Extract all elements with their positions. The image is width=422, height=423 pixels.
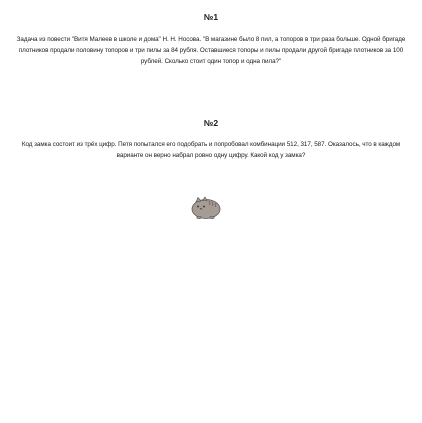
- problem-2-number: №2: [203, 118, 219, 128]
- problem-1-number: №1: [203, 12, 219, 22]
- pusheen-cat-icon: [190, 196, 222, 220]
- cropped-top-text: [0, 0, 422, 1]
- problem-1-text: Задача из повести "Витя Малеев в школе и дома" Н. Н. Носова. "В магазине было 8 пил, а топоров в три раза больше. Одной бригаде плотников продали половину топоров и три пилы за 84 рубля. Оставшиеся топоры и пилы продали другой бригаде плотников за 100 рублей. Сколько стоит один топор и одна пила?": [16, 36, 406, 66]
- problem-2-text: Код замка состоит из трёх цифр. Петя попытался его подобрать и попробовал комбинации 512, 317, 587. Оказалось, что в каждом варианте он верно набрал ровно одну цифру. Какой код у замка?: [21, 141, 401, 160]
